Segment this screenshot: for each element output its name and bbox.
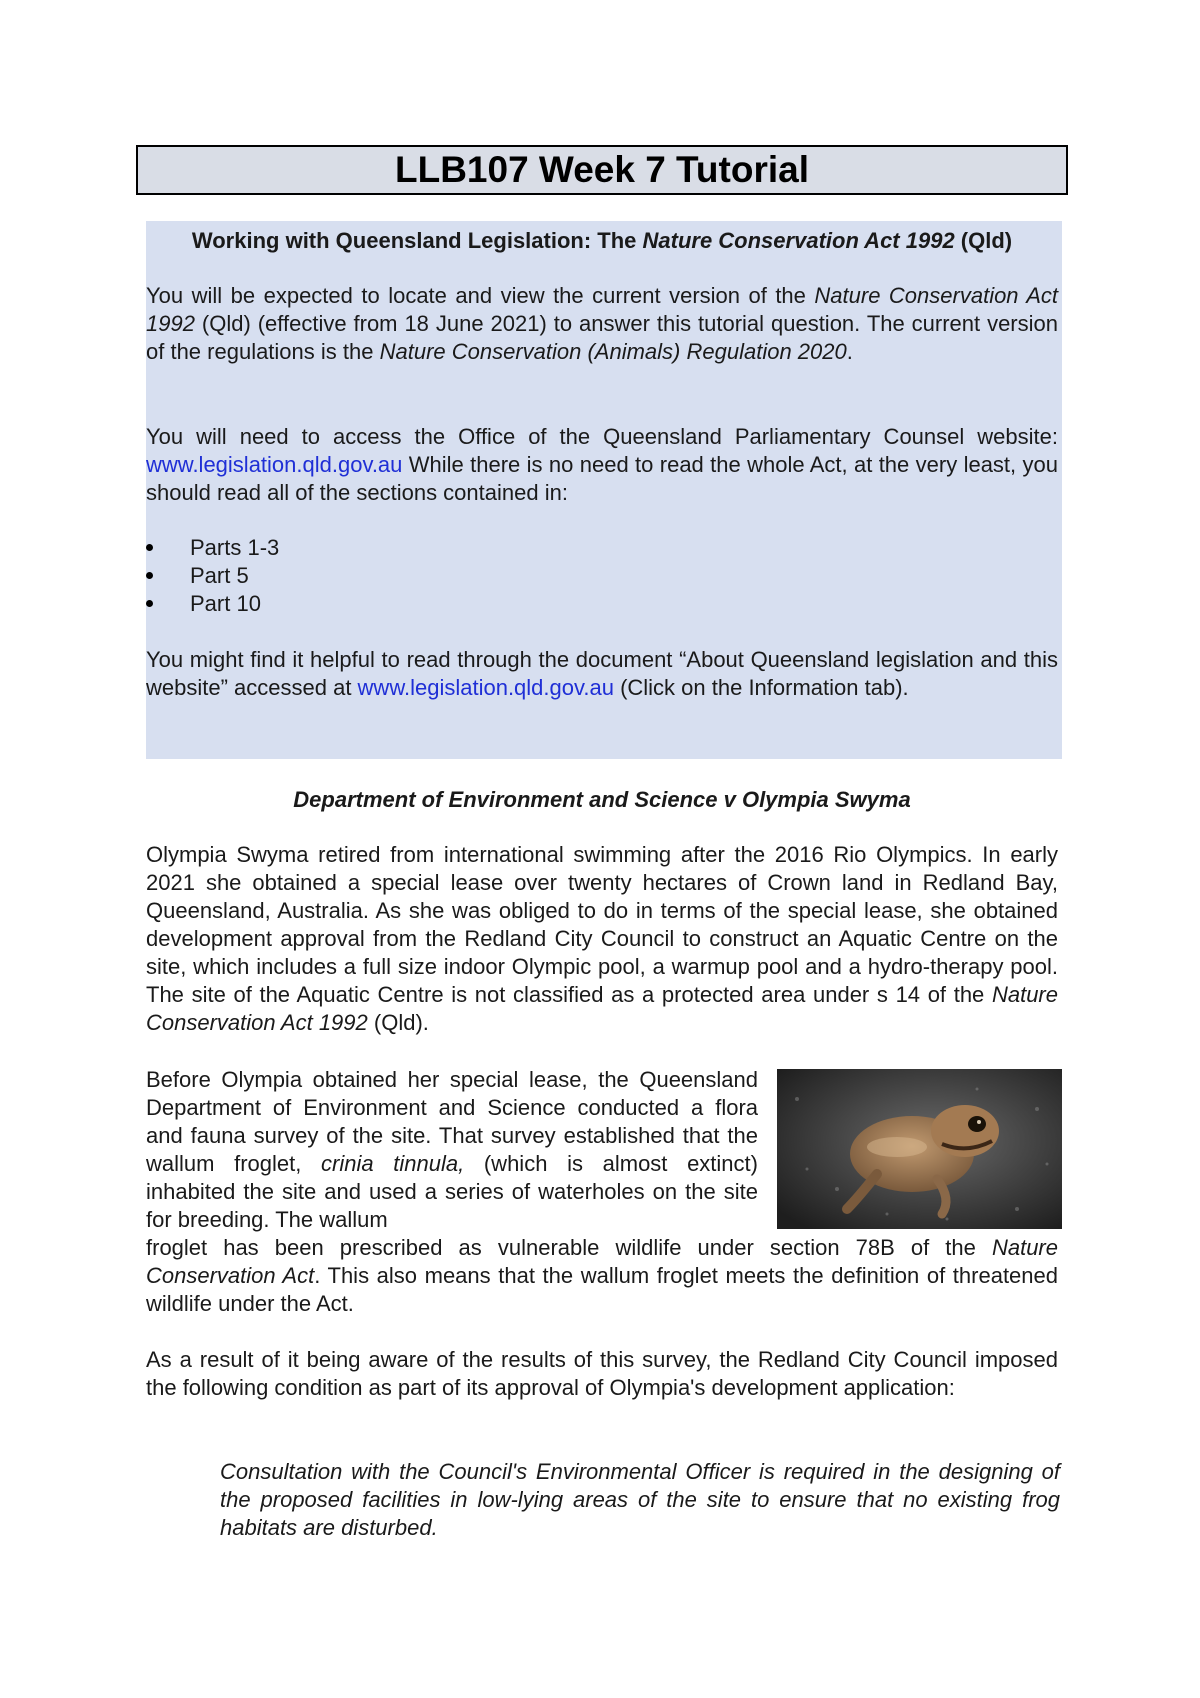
case-paragraph-2-wrapped bbox=[146, 1066, 758, 1234]
case-paragraph-2-full bbox=[146, 1234, 1058, 1318]
p3-text-b: (Click on the Information tab). bbox=[613, 675, 909, 700]
case-paragraph-1 bbox=[146, 841, 1058, 1037]
list-item: Parts 1-3 bbox=[146, 534, 1058, 562]
frog-photo bbox=[777, 1069, 1062, 1229]
case-p2-text-b: (which is almost extinct) inhabited the site and used a series of waterholes on the site for breeding. The wallum bbox=[146, 1151, 758, 1232]
heading-act: Nature Conservation Act 1992 bbox=[642, 228, 955, 253]
legislation-link[interactable]: www.legislation.qld.gov.au bbox=[146, 452, 403, 477]
p1-text-b: (Qld) (effective from 18 June 2021) to answer this tutorial question. The current version of the regulations is the bbox=[146, 311, 1058, 364]
p1-regulation: Nature Conservation (Animals) Regulation 2020 bbox=[379, 339, 847, 364]
case-p2-full-text-b: . This also means that the wallum froglet meets the definition of threatened wildlife under the Act. bbox=[146, 1263, 1059, 1316]
case-paragraph-3: As a result of it being aware of the results of this survey, the Redland City Council imposed the following condition as part of its approval of Olympia's development application: bbox=[146, 1347, 1058, 1400]
instructions-paragraph-2 bbox=[146, 423, 1058, 507]
species-name: crinia tinnula, bbox=[321, 1151, 465, 1176]
case-p1-text: Olympia Swyma retired from international swimming after the 2016 Rio Olympics. In early 2021 she obtained a special lease over twenty hectares of Crown land in Redland Bay, Queensland, Australia. As she was obliged to do in terms of the special lease, she obtained development approval from the Redland City Council to construct an Aquatic Centre on the site, which includes a full size indoor Olympic pool, a warmup pool and a hydro-therapy pool. The site of the Aquatic Centre is not classified as a protected area under s 14 of the bbox=[146, 842, 1058, 1007]
p3-text: You might find it helpful to read through the document “About Queensland legislation and this website” accessed at bbox=[146, 647, 1058, 700]
list-item: Part 10 bbox=[146, 590, 1058, 618]
p1-text: You will be expected to locate and view the current version of the bbox=[146, 283, 815, 308]
legislation-link-2[interactable]: www.legislation.qld.gov.au bbox=[357, 675, 614, 700]
p1-act: Nature Conservation Act 1992 bbox=[146, 283, 1059, 336]
p2-text: You will need to access the Office of the Queensland Parliamentary Counsel website: bbox=[146, 424, 1058, 449]
p2-text-b: While there is no need to read the whole Act, at the very least, you should read all of the sections contained in: bbox=[146, 452, 1058, 505]
case-p1-text-b: (Qld). bbox=[367, 1010, 429, 1035]
list-item: Part 5 bbox=[146, 562, 1058, 590]
heading-text: Working with Queensland Legislation: The bbox=[191, 228, 643, 253]
case-p2-text: Before Olympia obtained her special lease, the Queensland Department of Environment and Science conducted a flora and fauna survey of the site. That survey established that the wallum froglet, bbox=[146, 1067, 758, 1176]
instructions-paragraph-3 bbox=[146, 646, 1058, 702]
council-condition-quote: Consultation with the Council's Environmental Officer is required in the designing of the proposed facilities in low-lying areas of the site to ensure that no existing frog habitats are disturbed. bbox=[220, 1459, 1060, 1540]
heading-suffix: (Qld) bbox=[954, 228, 1013, 253]
instructions-paragraph-1 bbox=[146, 282, 1058, 366]
p1-text-c: . bbox=[846, 339, 853, 364]
parts-list bbox=[146, 534, 1058, 618]
case-p2-full-text: froglet has been prescribed as vulnerable wildlife under section 78B of the bbox=[146, 1235, 992, 1260]
case-p1-act: Nature Conservation Act 1992 bbox=[146, 982, 1058, 1035]
frog-image bbox=[777, 1069, 1062, 1229]
case-p2-act: Nature Conservation Act bbox=[146, 1235, 1058, 1288]
case-title: Department of Environment and Science v Olympia Swyma bbox=[293, 787, 911, 812]
page-title: LLB107 Week 7 Tutorial bbox=[136, 145, 1068, 195]
instructions-heading bbox=[146, 227, 1058, 255]
